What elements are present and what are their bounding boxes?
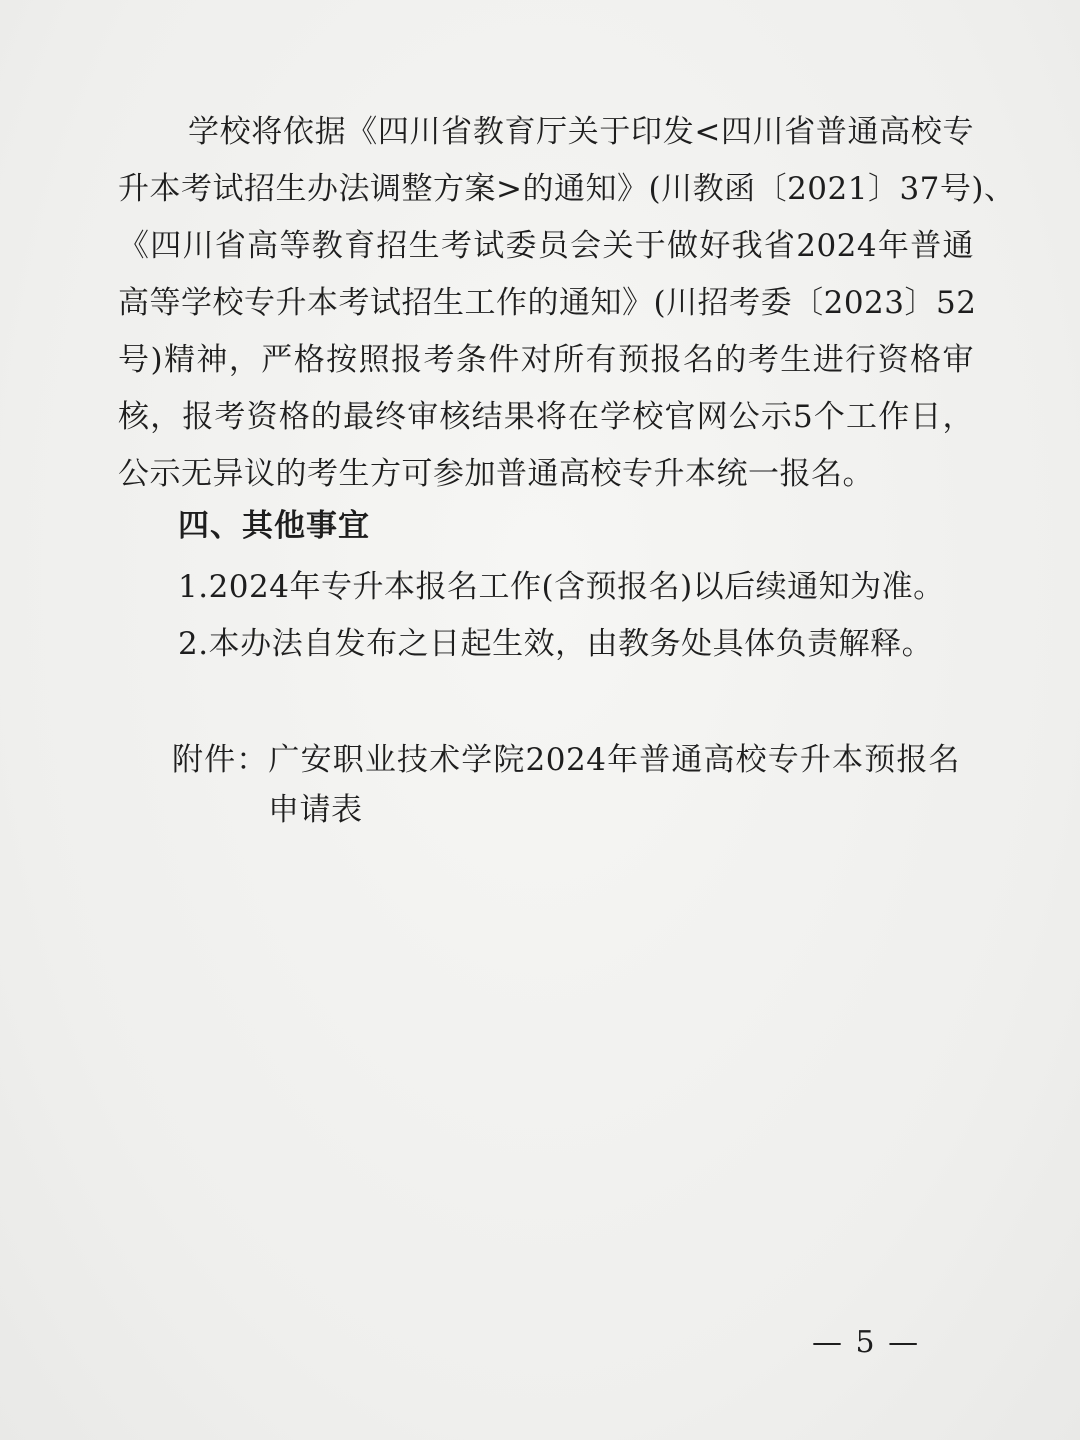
attachment-line: 申请表 xyxy=(268,792,363,828)
paragraph-line: 《四川省高等教育招生考试委员会关于做好我省2024年普通 xyxy=(118,228,974,264)
paragraph-line: 高等学校专升本考试招生工作的通知》(川招考委〔2023〕52 xyxy=(118,285,977,321)
paragraph-line: 号)精神，严格按照报考条件对所有预报名的考生进行资格审 xyxy=(118,342,974,378)
attachment-line: 附件：广安职业技术学院2024年普通高校专升本预报名 xyxy=(172,742,960,778)
paragraph-line: 公示无异议的考生方可参加普通高校专升本统一报名。 xyxy=(118,456,874,492)
section-heading: 四、其他事宜 xyxy=(178,508,370,544)
paragraph-line: 学校将依据《四川省教育厅关于印发<四川省普通高校专 xyxy=(188,114,974,150)
list-item: 2.本办法自发布之日起生效，由教务处具体负责解释。 xyxy=(178,626,934,662)
page-number: — 5 — xyxy=(812,1325,921,1360)
paragraph-line: 核，报考资格的最终审核结果将在学校官网公示5个工作日， xyxy=(118,399,974,435)
paragraph-line: 升本考试招生办法调整方案>的通知》(川教函〔2021〕37号)、 xyxy=(118,171,1016,207)
list-item: 1.2024年专升本报名工作(含预报名)以后续通知为准。 xyxy=(178,569,945,605)
